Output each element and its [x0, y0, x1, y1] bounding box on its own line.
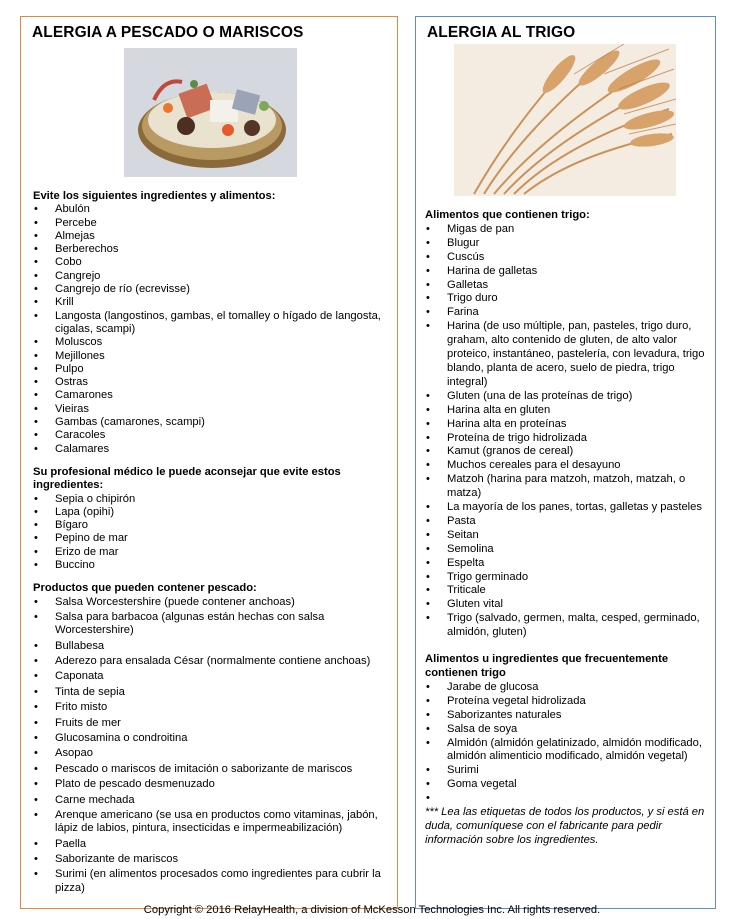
- wheat-allergy-panel: [415, 16, 716, 909]
- list-item: • Salsa para barbacoa (algunas están hechas con salsa Worcestershire): [33, 611, 391, 638]
- list-item: • Trigo germinado: [425, 571, 709, 585]
- copyright-footer: Copyright © 2016 RelayHealth, a division of McKesson Technologies Inc. All rights reserved.: [143, 904, 601, 916]
- list-item: • Gluten vital: [425, 598, 709, 612]
- fish-allergy-content: [33, 190, 391, 897]
- list-item: • Farina: [425, 306, 709, 320]
- list-item: • Bígaro: [33, 519, 391, 532]
- avoid-ingredients-list: [33, 203, 391, 456]
- section-heading: Evite los siguientes ingredientes y alimentos:: [33, 190, 276, 202]
- list-item: • Bullabesa: [33, 640, 391, 653]
- list-item: • Salsa Worcestershire (puede contener anchoas): [33, 596, 391, 609]
- may-avoid-list: [33, 493, 391, 573]
- list-item: • Percebe: [33, 217, 391, 230]
- list-item: • Vieiras: [33, 403, 391, 416]
- wheat-allergy-content: [425, 209, 709, 848]
- list-item: • Aderezo para ensalada César (normalmente contiene anchoas): [33, 655, 391, 668]
- list-item: • Matzoh (harina para matzoh, matzoh, matzah, o matza): [425, 473, 709, 501]
- section-heading: Alimentos que contienen trigo:: [425, 209, 590, 221]
- list-item: • Glucosamina o condroitina: [33, 732, 391, 745]
- list-item: • Plato de pescado desmenuzado: [33, 778, 391, 791]
- products-may-contain-fish-list: [33, 596, 391, 895]
- list-item: • Migas de pan: [425, 223, 709, 237]
- list-item: • Jarabe de glucosa: [425, 681, 709, 695]
- list-item: • Langosta (langostinos, gambas, el tomalley o hígado de langosta, cigalas, scampi): [33, 310, 391, 337]
- list-item: • Pulpo: [33, 363, 391, 376]
- list-item: • Frito misto: [33, 701, 391, 714]
- list-item: • Almidón (almidón gelatinizado, almidón modificado, almidón alimenticio modificado, almidón vegetal): [425, 737, 709, 765]
- list-item: • Buccino: [33, 559, 391, 572]
- foods-containing-wheat-list: [425, 223, 709, 640]
- list-item: • Caponata: [33, 670, 391, 683]
- list-item: • Arenque americano (se usa en productos como vitaminas, jabón, lápiz de labios, pintura, insecticidas e impermeabilización): [33, 809, 391, 836]
- list-item: • Saborizante de mariscos: [33, 853, 391, 866]
- list-item: • Tinta de sepia: [33, 686, 391, 699]
- list-item: • Pescado o mariscos de imitación o saborizante de mariscos: [33, 763, 391, 776]
- list-item: • Fruits de mer: [33, 717, 391, 730]
- list-item: • Surimi: [425, 764, 709, 778]
- list-item: • Seitan: [425, 529, 709, 543]
- list-item: • Muchos cereales para el desayuno: [425, 459, 709, 473]
- list-item: • Triticale: [425, 584, 709, 598]
- list-item: • Ostras: [33, 376, 391, 389]
- list-item: • Erizo de mar: [33, 546, 391, 559]
- list-item: • La mayoría de los panes, tortas, galletas y pasteles: [425, 501, 709, 515]
- foods-often-containing-wheat-list: [425, 681, 709, 806]
- list-item: • Moluscos: [33, 336, 391, 349]
- list-item: • Cangrejo de río (ecrevisse): [33, 283, 391, 296]
- list-item: • Cobo: [33, 256, 391, 269]
- list-item: • Goma vegetal: [425, 778, 709, 792]
- list-item: • Trigo duro: [425, 292, 709, 306]
- list-item: • Harina alta en gluten: [425, 404, 709, 418]
- list-item: • Harina alta en proteínas: [425, 418, 709, 432]
- list-item: • Gambas (camarones, scampi): [33, 416, 391, 429]
- list-item: • Salsa de soya: [425, 723, 709, 737]
- label-reading-note: *** Lea las etiquetas de todos los productos, y si está en duda, comuníquese con el fabricante para pedir información sobre los ingredientes.: [425, 806, 705, 846]
- list-item: • Trigo (salvado, germen, malta, cesped, germinado, almidón, gluten): [425, 612, 709, 640]
- section-heading: Su profesional médico le puede aconsejar que evite estos ingredientes:: [33, 465, 341, 492]
- list-item: • Carne mechada: [33, 794, 391, 807]
- section-heading: Alimentos u ingredientes que frecuentemente contienen trigo: [425, 653, 669, 679]
- section-heading: Productos que pueden contener pescado:: [33, 582, 257, 595]
- list-item: • Saborizantes naturales: [425, 709, 709, 723]
- list-item: • Harina (de uso múltiple, pan, pasteles, trigo duro, graham, alto contenido de gluten, de alto valor proteico, instantáneo, pastelería, con levadura, trigo blando, planta de acero, suelo de piedra, trigo integral): [425, 320, 709, 390]
- list-item: • Blugur: [425, 237, 709, 251]
- list-item: • Galletas: [425, 279, 709, 293]
- list-item: • Proteína de trigo hidrolizada: [425, 432, 709, 446]
- list-item: • Paella: [33, 838, 391, 851]
- list-item: • Pepino de mar: [33, 532, 391, 545]
- wheat-allergy-title: ALERGIA AL TRIGO: [427, 24, 576, 41]
- list-item: • Camarones: [33, 389, 391, 402]
- list-item: • Berberechos: [33, 243, 391, 256]
- fish-allergy-title: ALERGIA A PESCADO O MARISCOS: [32, 24, 304, 41]
- list-item: • Semolina: [425, 543, 709, 557]
- list-item: [425, 792, 709, 806]
- list-item: • Krill: [33, 296, 391, 309]
- list-item: • Gluten (una de las proteínas de trigo): [425, 390, 709, 404]
- list-item: • Caracoles: [33, 429, 391, 442]
- wheat-stalks-image: [454, 44, 676, 196]
- list-item: • Almejas: [33, 230, 391, 243]
- list-item: • Sepia o chipirón: [33, 493, 391, 506]
- list-item: • Calamares: [33, 443, 391, 456]
- list-item: • Asopao: [33, 747, 391, 760]
- list-item: • Lapa (opihi): [33, 506, 391, 519]
- list-item: • Kamut (granos de cereal): [425, 445, 709, 459]
- list-item: • Harina de galletas: [425, 265, 709, 279]
- list-item: • Pasta: [425, 515, 709, 529]
- fish-allergy-panel: [20, 16, 398, 909]
- list-item: • Mejillones: [33, 350, 391, 363]
- seafood-platter-image: [124, 48, 297, 177]
- list-item: • Cangrejo: [33, 270, 391, 283]
- list-item: • Proteína vegetal hidrolizada: [425, 695, 709, 709]
- list-item: • Surimi (en alimentos procesados como ingredientes para cubrir la pizza): [33, 868, 391, 895]
- list-item: • Cuscús: [425, 251, 709, 265]
- list-item: • Espelta: [425, 557, 709, 571]
- list-item: • Abulón: [33, 203, 391, 216]
